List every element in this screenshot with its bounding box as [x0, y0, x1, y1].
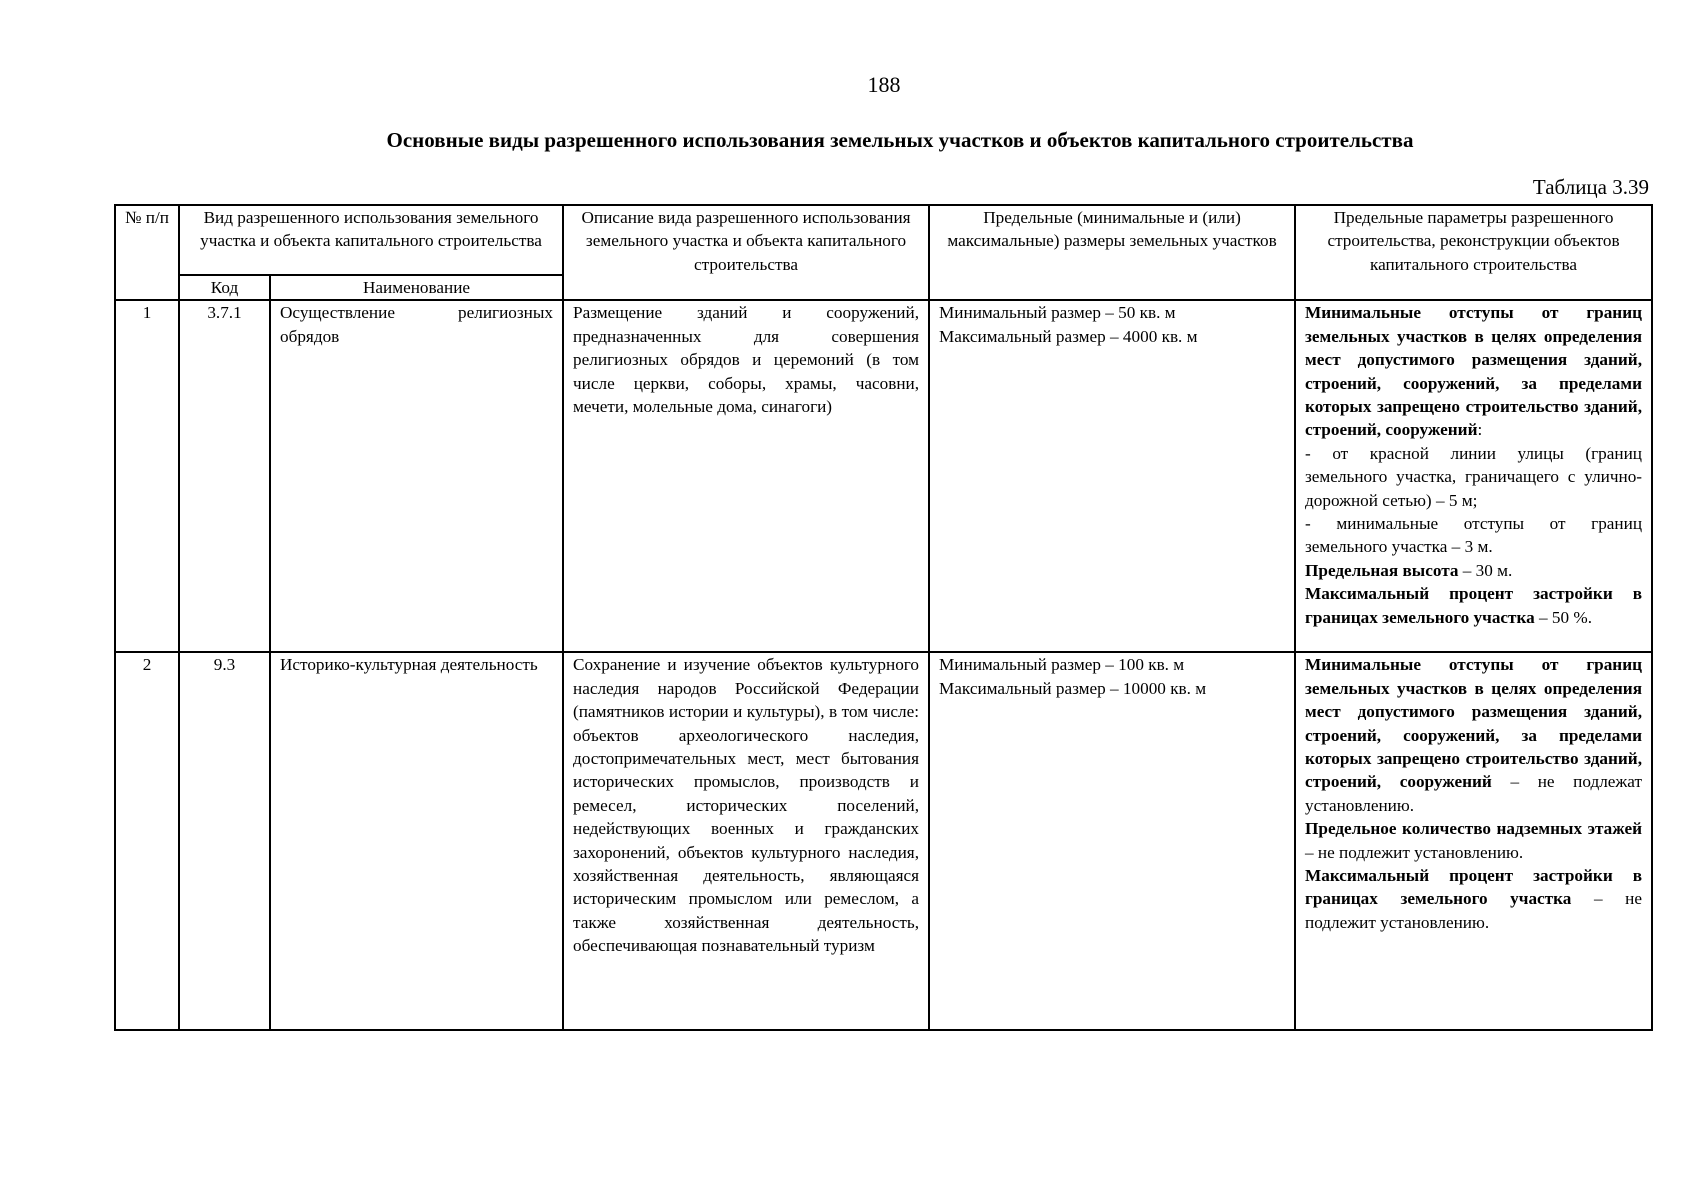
row-name: Историко-культурная деятельность [270, 652, 563, 1030]
param-text: : [1477, 420, 1483, 440]
row-description: Размещение зданий и сооружений, предназначенных для совершения религиозных обрядов и церемоний (в том числе церкви, соборы, храмы, часовни, мечети, молельные дома, синагоги) [563, 300, 929, 652]
param-text: – не подлежат установлению. [1305, 772, 1642, 815]
size-min: Минимальный размер – 50 кв. м [939, 303, 1176, 323]
row-params [1295, 300, 1652, 652]
page-number: 188 [867, 72, 901, 97]
row-description: Сохранение и изучение объектов культурного наследия народов Российской Федерации (памятников истории и культуры), в том числе: объектов археологического наследия, достопримечательных мест, мест бытования исторических промыслов, производств и ремесел, исторических поселений, недействующих военных и гражданских захоронений, объектов культурного наследия, хозяйственная деятельность, являющаяся историческим промыслом или ремеслом, а также хозяйственная деятельность, обеспечивающая познавательный туризм [563, 652, 929, 1030]
size-max: Максимальный размер – 4000 кв. м [939, 326, 1198, 346]
param-text: - от красной линии улицы (границ земельного участка, граничащего с улично-дорожной сетью) – 5 м; [1305, 443, 1643, 510]
table-label: Таблица 3.39 [1532, 175, 1649, 199]
row-params [1295, 652, 1652, 1030]
param-text: – не подлежит установлению. [1305, 842, 1524, 862]
param-bold: Максимальный процент застройки в границах земельного участка [1305, 584, 1643, 627]
document-title: Основные виды разрешенного использования земельных участков и объектов капитального строительства [386, 128, 1414, 152]
row-code: 3.7.1 [179, 300, 270, 652]
param-bold: Предельная высота [1305, 560, 1459, 580]
param-bold: Минимальные отступы от границ земельных участков в целях определения мест допустимого размещения зданий, строений, сооружений, за пределами которых запрещено строительство зданий, строений, сооружений [1305, 655, 1643, 792]
header-num: № п/п [115, 205, 179, 300]
param-bold: Минимальные отступы от границ земельных участков в целях определения мест допустимого размещения зданий, строений, сооружений, за пределами которых запрещено строительство зданий, строений, сооружений [1305, 303, 1643, 440]
table-row [115, 652, 1652, 1030]
size-min: Минимальный размер – 100 кв. м [939, 655, 1185, 675]
header-vid: Вид разрешенного использования земельного участка и объекта капитального строительства [179, 205, 563, 275]
row-num: 1 [115, 300, 179, 652]
land-use-table [114, 204, 1653, 1031]
size-max: Максимальный размер – 10000 кв. м [939, 678, 1207, 698]
row-sizes [929, 300, 1295, 652]
header-params: Предельные параметры разрешенного строительства, реконструкции объектов капитального строительства [1295, 205, 1652, 300]
header-description: Описание вида разрешенного использования земельного участка и объекта капитального строительства [563, 205, 929, 300]
header-code: Код [179, 275, 270, 300]
param-text: – не подлежит установлению. [1305, 889, 1643, 932]
row-sizes [929, 652, 1295, 1030]
row-name: Осуществление религиозных обрядов [270, 300, 563, 652]
param-bold: Предельное количество надземных этажей [1305, 819, 1643, 839]
row-num: 2 [115, 652, 179, 1030]
param-text: – 30 м. [1458, 560, 1513, 580]
param-bold: Максимальный процент застройки в границах земельного участка [1305, 866, 1643, 909]
param-text: - минимальные отступы от границ земельного участка – 3 м. [1305, 514, 1643, 557]
header-name: Наименование [270, 275, 563, 300]
table-row [115, 300, 1652, 652]
param-text: – 50 %. [1534, 607, 1593, 627]
header-sizes: Предельные (минимальные и (или) максимальные) размеры земельных участков [929, 205, 1295, 300]
row-code: 9.3 [179, 652, 270, 1030]
